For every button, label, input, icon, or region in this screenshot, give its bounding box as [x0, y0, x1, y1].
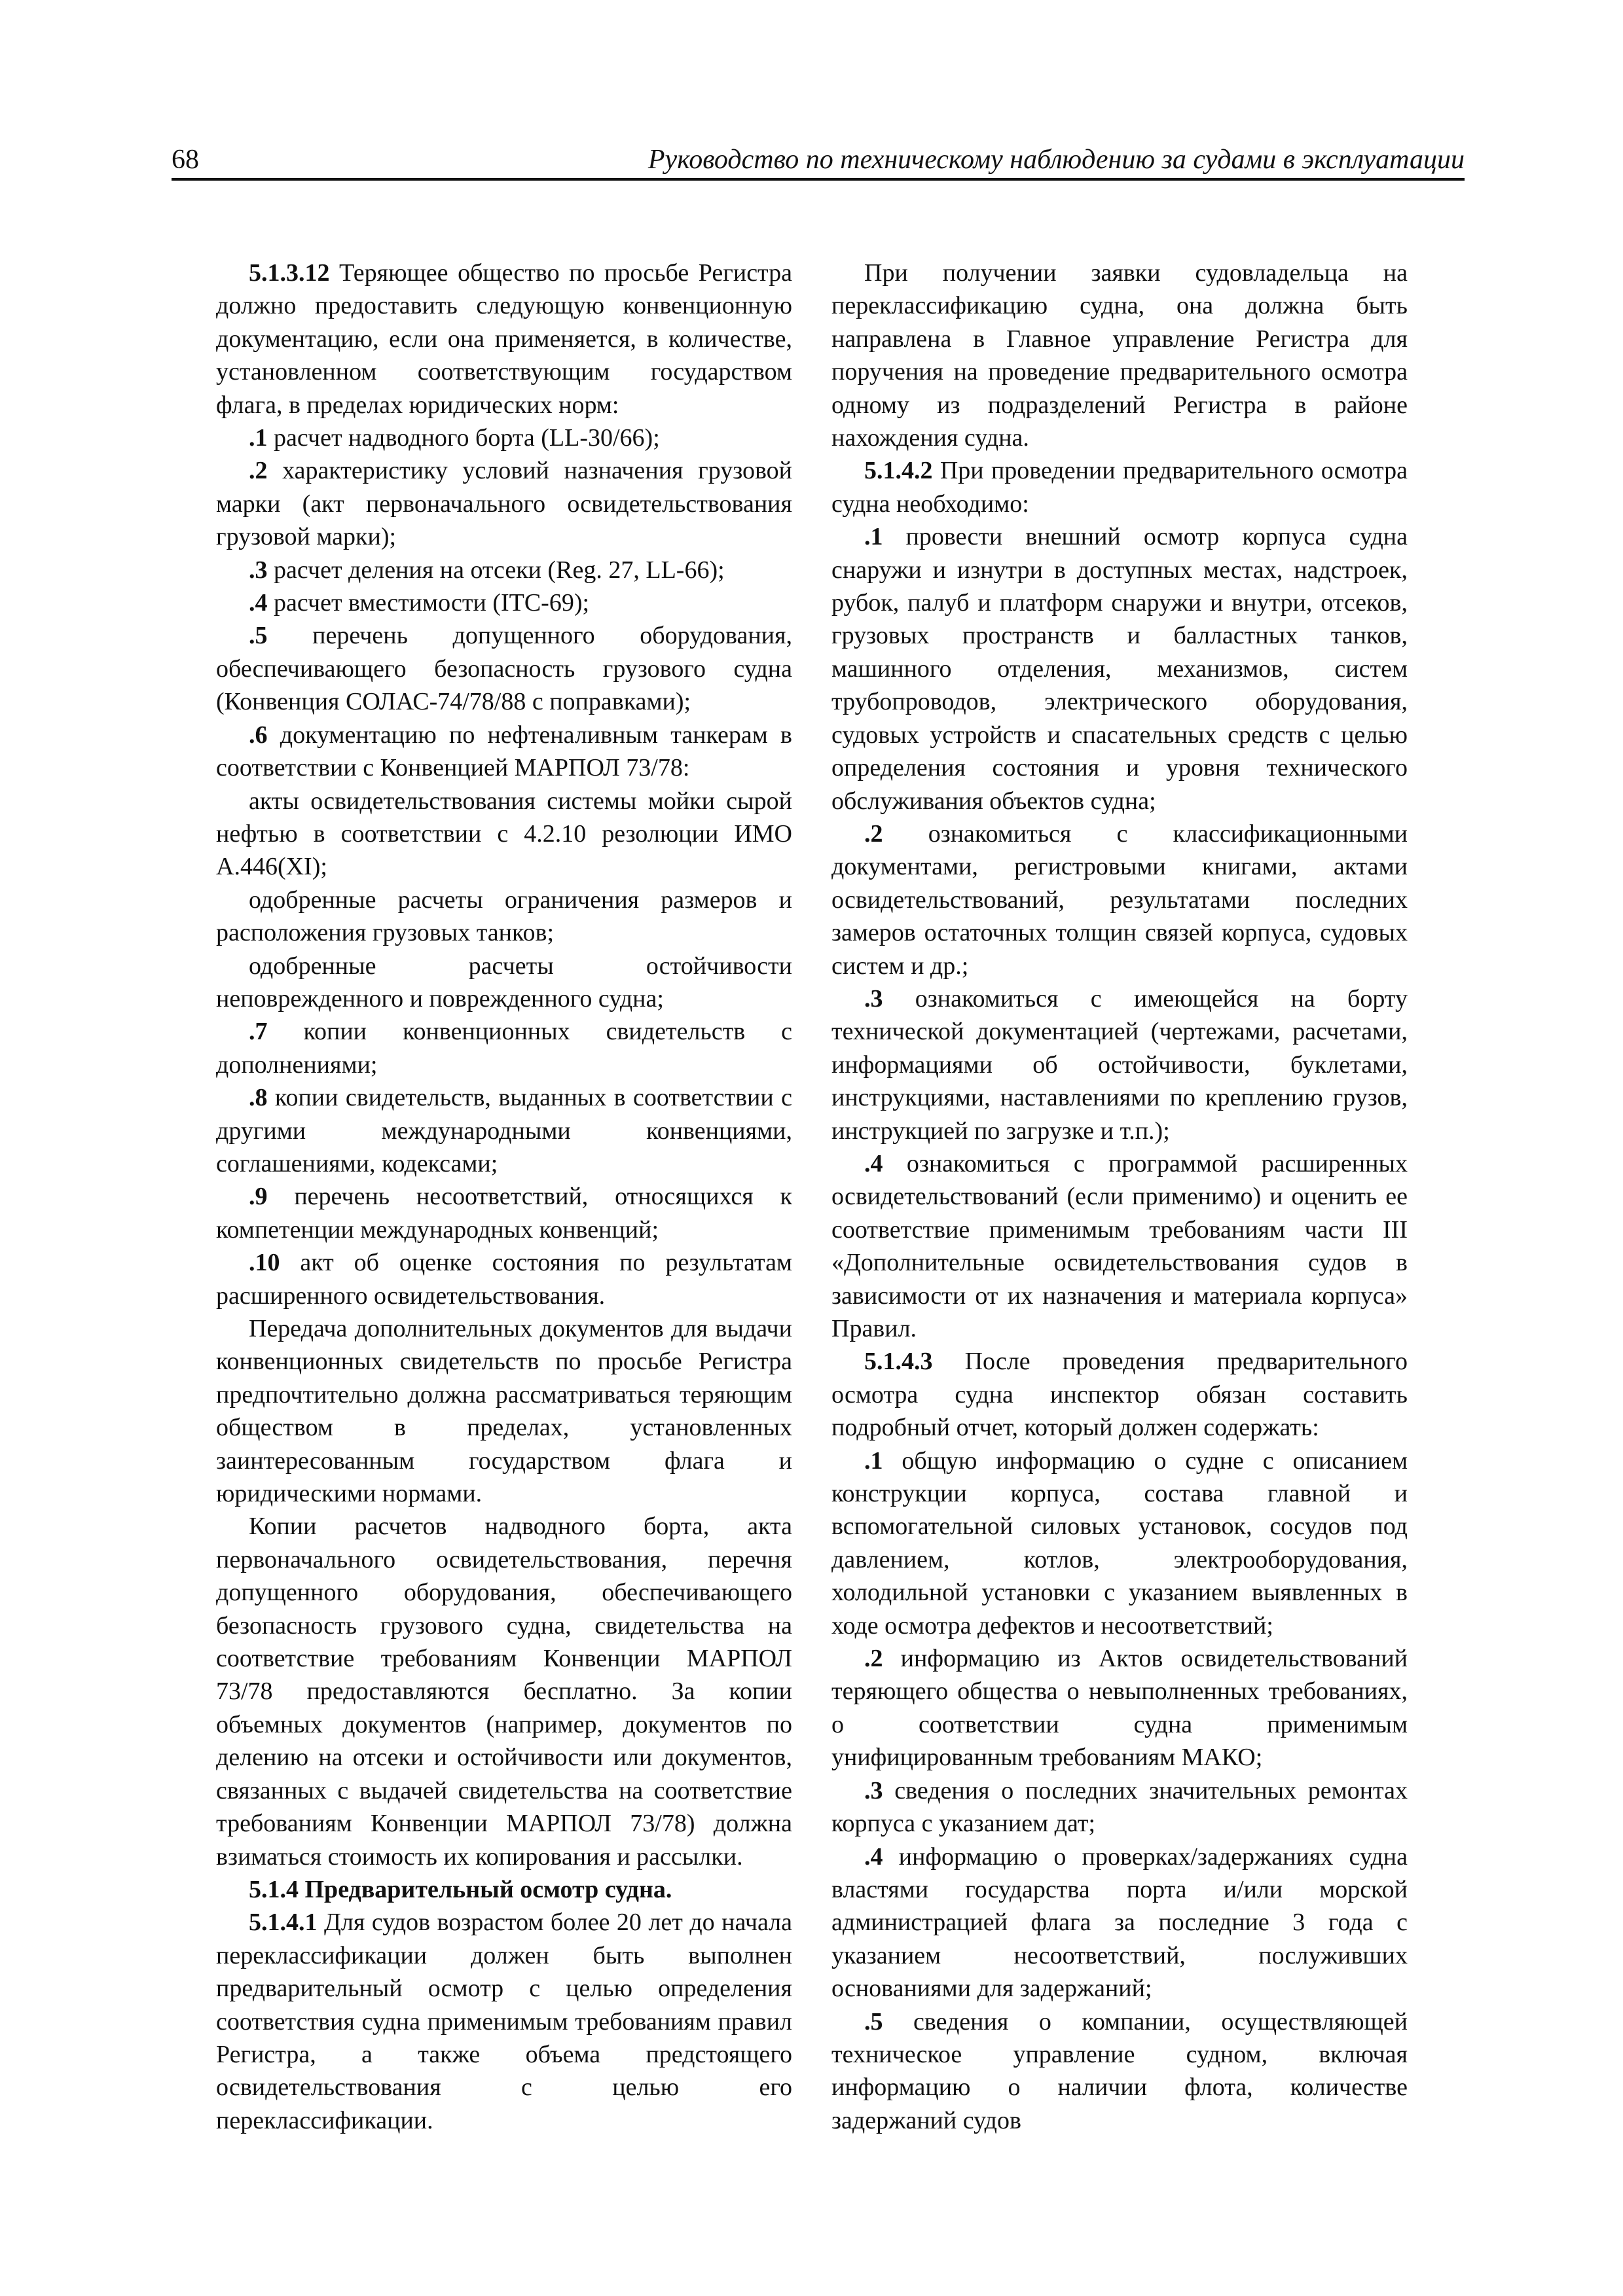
paragraph: акты освидетельствования системы мойки сырой нефтью в соответствии с 4.2.10 резолюции ИМО A.446(XI);	[216, 787, 792, 881]
paragraph: .8 копии свидетельств, выданных в соответствии с другими международными конвенциями, соглашениями, кодексами;	[216, 1084, 792, 1177]
paragraph: 5.1.3.12 Теряющее общество по просьбе Регистра должно предоставить следующую конвенционную документацию, если она применяется, в количестве, установленном соответствующим государством флага, в пределах юридических норм:	[216, 259, 792, 419]
paragraph: .2 характеристику условий назначения грузовой марки (акт первоначального освидетельствования грузовой марки);	[216, 457, 792, 551]
page-number: 68	[172, 145, 199, 175]
paragraph: одобренные расчеты остойчивости неповрежденного и поврежденного судна;	[216, 952, 792, 1013]
paragraph: .5 сведения о компании, осуществляющей техническое управление судном, включая информацию о наличии флота, количестве задержаний судов	[831, 2007, 1408, 2134]
left-column	[216, 257, 792, 2137]
paragraph: .7 копии конвенционных свидетельств с дополнениями;	[216, 1018, 792, 1079]
running-title: Руководство по техническому наблюдению за судами в эксплуатации	[647, 145, 1465, 175]
paragraph: При получении заявки судовладельца на переклассификацию судна, она должна быть направлена в Главное управление Регистра для поручения на проведение предварительного осмотра одному из подразделений Регистра в районе нахождения судна.	[831, 259, 1408, 452]
paragraph: 5.1.4.1 Для судов возрастом более 20 лет до начала переклассификации должен быть выполнен предварительный осмотр с целью определения соответствия судна применимым требованиям правил Регистра, а также объема предстоящего освидетельствования с целью его переклассификации.	[216, 1909, 792, 2134]
paragraph: .1 расчет надводного борта (LL-30/66);	[249, 424, 660, 452]
header-rule	[172, 178, 1465, 181]
paragraph: .3 расчет деления на отсеки (Reg. 27, LL-66);	[249, 556, 725, 584]
paragraph: .4 ознакомиться с программой расширенных освидетельствований (если применимо) и оценить ее соответствие применимым требованиям части III «Дополнительные освидетельствования судов в зависимости от их назначения и материала корпуса» Правил.	[831, 1149, 1408, 1342]
section-heading: 5.1.4 Предварительный осмотр судна.	[249, 1875, 672, 1903]
paragraph: .2 информацию из Актов освидетельствований теряющего общества о невыполненных требованиях, о соответствии судна применимым унифицированным требованиям МАКО;	[831, 1645, 1408, 1772]
page-header	[172, 143, 1465, 177]
paragraph: Копии расчетов надводного борта, акта первоначального освидетельствования, перечня допущенного оборудования, обеспечивающего безопасность грузового судна, свидетельства на соответствие требованиям Конвенции МАРПОЛ 73/78 предоставляются бесплатно. За копии объемных документов (например, документов по делению на отсеки и остойчивости или документов, связанных с выдачей свидетельства на соответствие требованиям Конвенции МАРПОЛ 73/78) должна взиматься стоимость их копирования и рассылки.	[216, 1513, 792, 1871]
paragraph: 5.1.4.2 При проведении предварительного осмотра судна необходимо:	[831, 457, 1408, 518]
paragraph: .9 перечень несоответствий, относящихся к компетенции международных конвенций;	[216, 1183, 792, 1244]
paragraph: .3 ознакомиться с имеющейся на борту технической документацией (чертежами, расчетами, информациями об остойчивости, буклетами, инструкциями, наставлениями по креплению грузов, инструкцией по загрузке и т.п.);	[831, 984, 1408, 1145]
paragraph: .10 акт об оценке состояния по результатам расширенного освидетельствования.	[216, 1249, 792, 1310]
paragraph: .4 информацию о проверках/задержаниях судна властями государства порта и/или морской администрацией флага за последние 3 года с указанием несоответствий, послуживших основаниями для задержаний;	[831, 1842, 1408, 2003]
paragraph: Передача дополнительных документов для выдачи конвенционных свидетельств по просьбе Регистра предпочтительно должна рассматриваться теряющим обществом в пределах, установленных заинтересованным государством флага и юридическими нормами.	[216, 1315, 792, 1508]
paragraph: .6 документацию по нефтеналивным танкерам в соответствии с Конвенцией МАРПОЛ 73/78:	[216, 721, 792, 782]
paragraph: 5.1.4.3 После проведения предварительного осмотра судна инспектор обязан составить подробный отчет, который должен содержать:	[831, 1348, 1408, 1442]
paragraph: .2 ознакомиться с классификационными документами, регистровыми книгами, актами освидетельствований, результатами последних замеров остаточных толщин связей корпуса, судовых систем и др.;	[831, 819, 1408, 980]
paragraph: .4 расчет вместимости (ITC-69);	[249, 589, 590, 617]
paragraph: .3 сведения о последних значительных ремонтах корпуса с указанием дат;	[831, 1776, 1408, 1838]
paragraph: одобренные расчеты ограничения размеров и расположения грузовых танков;	[216, 886, 792, 947]
right-column	[831, 257, 1408, 2137]
paragraph: .1 общую информацию о судне с описанием конструкции корпуса, состава главной и вспомогательной силовых установок, сосудов под давлением, котлов, электрооборудования, холодильной установки с указанием выявленных в ходе осмотра дефектов и несоответствий;	[831, 1446, 1408, 1640]
paragraph: .5 перечень допущенного оборудования, обеспечивающего безопасность грузового судна (Конвенция СОЛАС-74/78/88 с поправками);	[216, 622, 792, 716]
paragraph: .1 провести внешний осмотр корпуса судна снаружи и изнутри в доступных местах, надстроек, рубок, палуб и платформ снаружи и внутри, отсеков, грузовых пространств и балластных танков, машинного отделения, механизмов, систем трубопроводов, электрического оборудования, судовых устройств и спасательных средств с целью определения состояния и уровня технического обслуживания объектов судна;	[831, 523, 1408, 815]
